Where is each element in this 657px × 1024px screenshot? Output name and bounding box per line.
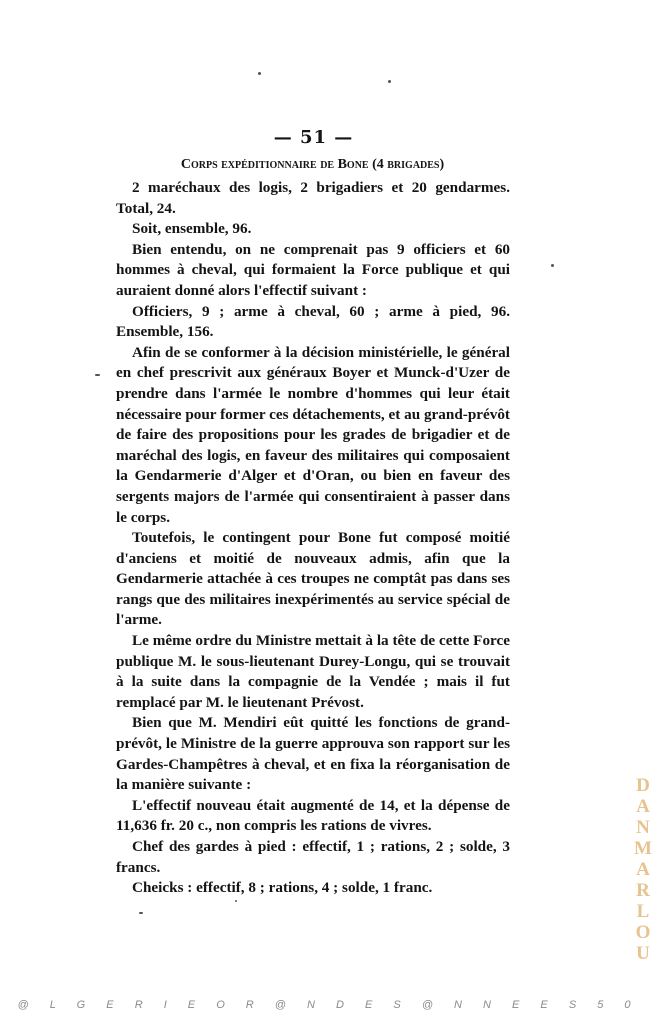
scan-speck	[95, 374, 100, 376]
paragraph: Cheicks : effectif, 8 ; rations, 4 ; solde, 1 franc.	[132, 879, 433, 897]
scan-speck	[139, 912, 143, 914]
scan-speck	[235, 900, 237, 902]
paragraph: Bien entendu, on ne comprenait pas 9 officiers et 60 hommes à cheval, qui formaient la Force publique et qui auraient donné alors l'effectif suivant :	[116, 240, 510, 299]
paragraph: Le même ordre du Ministre mettait à la tête de cette Force publique M. le sous-lieutenant Durey-Longu, qui se trouvait à la suite dans la compagnie de la Vendée ; mais il fut remplacé par M. le lieutenant Prévost.	[116, 632, 510, 711]
paragraph: Chef des gardes à pied : effectif, 1 ; rations, 2 ; solde, 3 francs.	[116, 838, 510, 876]
watermark-letter: L	[636, 901, 650, 922]
paragraph: Bien que M. Mendiri eût quitté les fonctions de grand-prévôt, le Ministre de la guerre approuva son rapport sur les Gardes-Champêtres à cheval, et en fixa la réorganisation de la manière suivante :	[116, 714, 510, 794]
paragraph: 2 maréchaux des logis, 2 brigadiers et 20 gendarmes. Total, 24.	[116, 179, 510, 217]
side-watermark	[632, 775, 654, 964]
watermark-letter: M	[634, 838, 652, 859]
scan-speck	[388, 80, 391, 83]
scan-speck	[551, 264, 554, 267]
scan-speck	[258, 72, 261, 75]
watermark-letter: A	[636, 859, 650, 880]
body-text	[116, 178, 510, 899]
watermark-letter: D	[636, 775, 650, 796]
paragraph: L'effectif nouveau était augmenté de 14, et la dépense de 11,636 fr. 20 c., non compris les rations de vivres.	[116, 796, 510, 835]
watermark-letter: O	[635, 922, 651, 943]
paragraph: Toutefois, le contingent pour Bone fut composé moitié d'anciens et moitié de nouveaux admis, afin que la Gendarmerie attachée à ces troupes ne comptât pas dans ses rangs que des militaires inexpérimentés au service spécial de l'arme.	[116, 529, 510, 629]
watermark-letter: N	[636, 817, 650, 838]
page-number: — 51 —	[273, 127, 354, 148]
paragraph: Soit, ensemble, 96.	[132, 220, 252, 238]
footer-watermark: @ L G E R I E O R @ N D E S @ N N E E S 5 0	[17, 999, 640, 1011]
paragraph: Afin de se conformer à la décision ministérielle, le général en chef prescrivit aux généraux Boyer et Munck-d'Uzer de prendre dans l'armée le nombre d'hommes qui leur était nécessaire pour former ces détachements, et au grand-prévôt de faire des propositions pour les grades de brigadier et de maréchal des logis, en faveur des militaires qui composaient la Gendarmerie d'Alger et d'Oran, ou bien en faveur des sergents majors de l'armée qui consentiraient à passer dans le corps.	[116, 343, 510, 526]
watermark-letter: A	[636, 796, 650, 817]
watermark-letter: U	[636, 943, 650, 964]
paragraph: Officiers, 9 ; arme à cheval, 60 ; arme à pied, 96. Ensemble, 156.	[116, 302, 510, 341]
section-heading: Corps expéditionnaire de Bone (4 brigades)	[180, 157, 445, 172]
watermark-letter: R	[636, 880, 650, 901]
